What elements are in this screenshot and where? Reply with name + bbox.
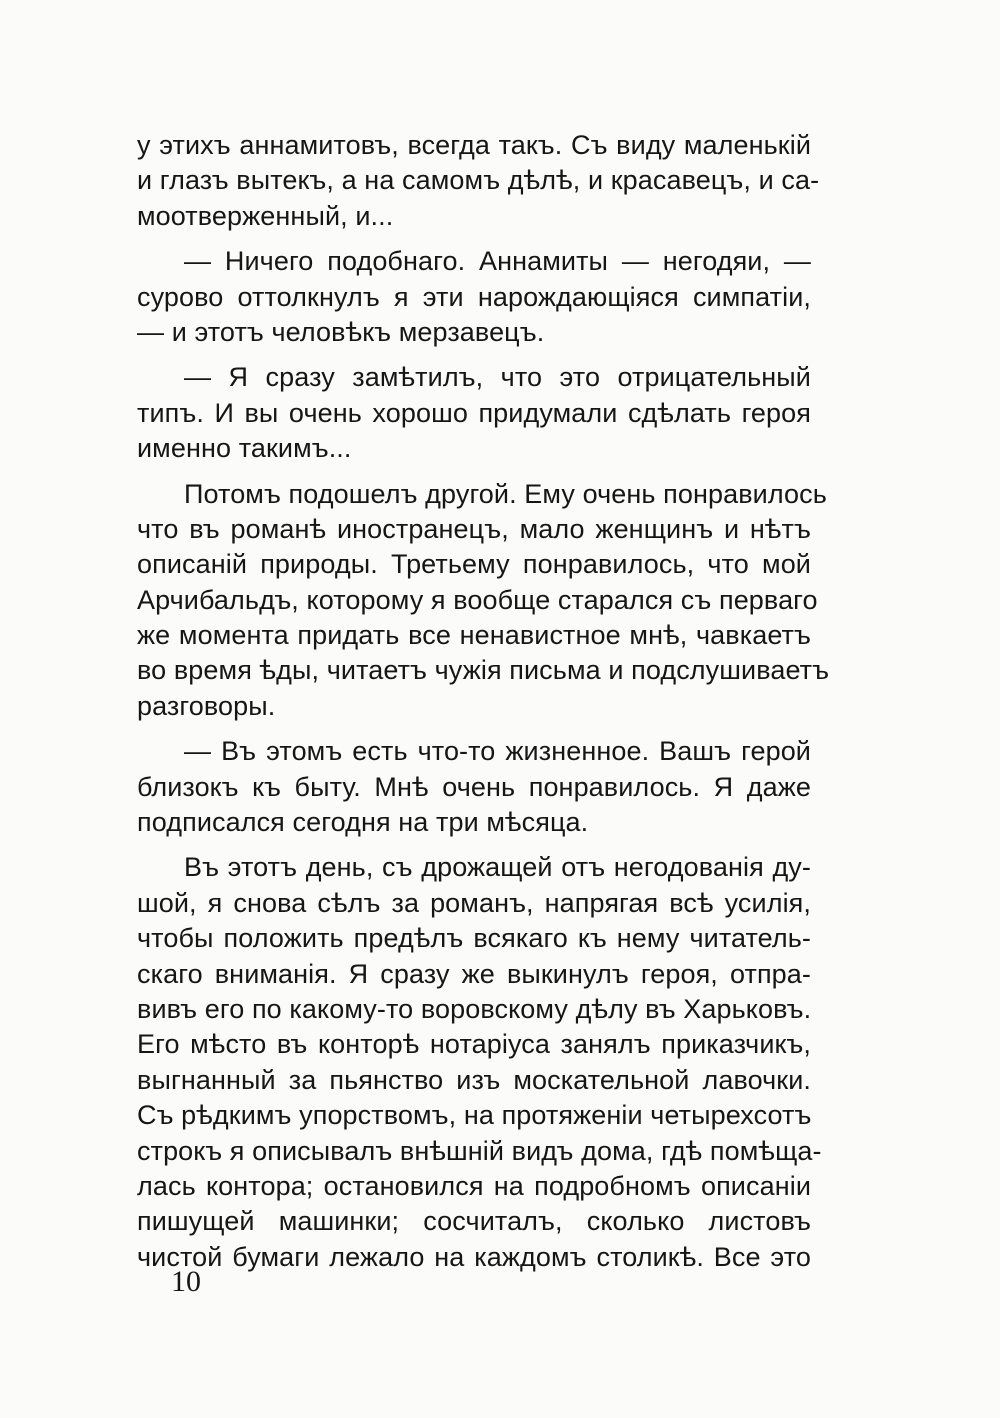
paragraph-gap (137, 350, 811, 360)
text-line: разговоры. (137, 690, 276, 721)
text-line: подписался сегодня на три мѣсяца. (137, 807, 589, 838)
paragraph-gap (137, 724, 811, 734)
text-line: и глазъ вытекъ, а на самомъ дѣлѣ, и красавецъ, и са- (137, 165, 820, 196)
text-line: во время ѣды, читаетъ чужія письма и подслушиваетъ (137, 655, 830, 686)
page-number: 10 (171, 1265, 201, 1298)
text-line: моотверженный, и... (137, 200, 394, 231)
text-line: сурово оттолкнулъ я эти нарождающіяся симпатіи, (137, 281, 811, 312)
text-line: строкъ я описывалъ внѣшній видъ дома, гдѣ помѣща- (137, 1135, 822, 1166)
text-line: Съ рѣдкимъ упорствомъ, на протяженіи четырехсотъ (137, 1100, 812, 1131)
text-line: описаній природы. Третьему понравилось, что мой (137, 549, 811, 580)
paragraph (137, 850, 822, 1275)
text-line: близокъ къ быту. Мнѣ очень понравилось. Я даже (137, 771, 811, 802)
text-line: — Ничего подобнаго. Аннамиты — негодяи, — (184, 246, 811, 277)
paragraph (137, 244, 811, 350)
paragraph (137, 477, 830, 725)
text-line: Потомъ подошелъ другой. Ему очень понравилось (184, 478, 827, 509)
text-line: чистой бумаги лежало на каждомъ столикѣ. Все это (137, 1241, 811, 1272)
body-text (137, 128, 830, 1275)
text-line: — Въ этомъ есть что-то жизненное. Вашъ герой (184, 736, 811, 767)
paragraph (137, 128, 820, 234)
paragraph-gap (137, 467, 811, 477)
text-line: Его мѣсто въ конторѣ нотаріуса занялъ приказчикъ, (137, 1029, 811, 1060)
text-line: у этихъ аннамитовъ, всегда такъ. Съ виду маленькій (137, 130, 811, 160)
paragraph (137, 360, 811, 466)
paragraph-gap (137, 840, 811, 850)
text-line: — Я сразу замѣтилъ, что это отрицательный (184, 362, 811, 393)
text-line: пишущей машинки; сосчиталъ, сколько листовъ (137, 1206, 811, 1237)
text-line: чтобы положить предѣлъ всякаго къ нему читатель- (137, 923, 811, 954)
text-line: лась контора; остановился на подробномъ описаніи (137, 1170, 811, 1201)
text-line: Арчибальдъ, которому я вообще старался съ перваго (137, 584, 818, 615)
paragraph-gap (137, 234, 811, 244)
text-line: скаго вниманія. Я сразу же выкинулъ героя, отпра- (137, 958, 811, 989)
text-line: вивъ его по какому-то воровскому дѣлу въ Харьковъ. (137, 993, 812, 1024)
text-line: выгнанный за пьянство изъ москательной лавочки. (137, 1064, 811, 1095)
text-line: — и этотъ человѣкъ мерзавецъ. (137, 316, 545, 347)
text-line: именно такимъ... (137, 433, 352, 464)
text-line: типъ. И вы очень хорошо придумали сдѣлать героя (137, 397, 811, 428)
text-line: Въ этотъ день, съ дрожащей отъ негодованія ду- (184, 852, 811, 883)
text-line: что въ романѣ иностранецъ, мало женщинъ и нѣтъ (137, 513, 811, 544)
text-line: же момента придать все ненавистное мнѣ, чавкаетъ (137, 620, 811, 651)
paragraph (137, 734, 811, 840)
text-line: шой, я снова сѣлъ за романъ, напрягая всѣ усилія, (137, 887, 811, 918)
